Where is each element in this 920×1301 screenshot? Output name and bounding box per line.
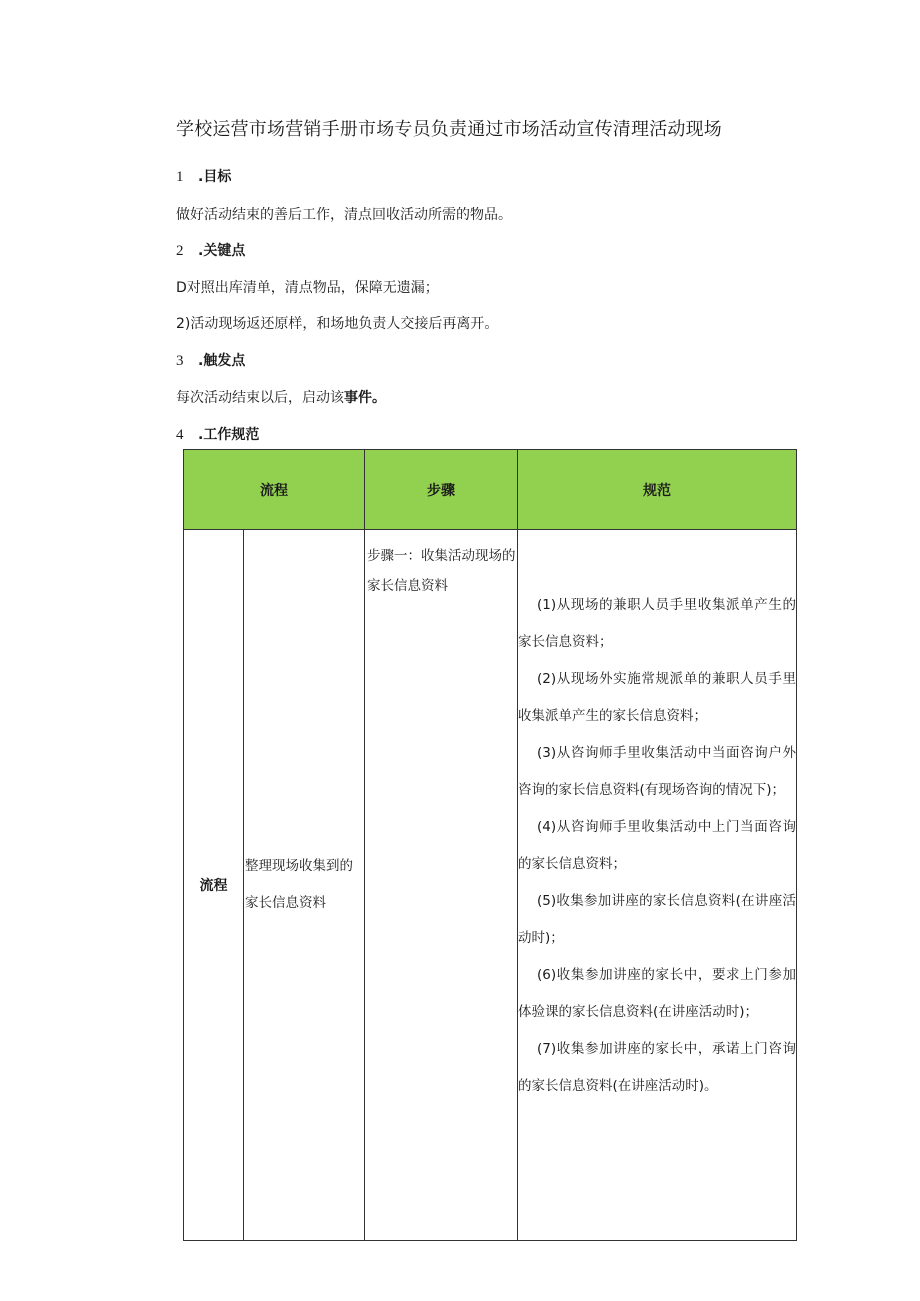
spec-item-6: (6)收集参加讲座的家长中，要求上门参加体验课的家长信息资料(在讲座活动时)； bbox=[518, 967, 796, 1020]
spec-item-7: (7)收集参加讲座的家长中，承诺上门咨询的家长信息资料(在讲座活动时)。 bbox=[518, 1041, 796, 1094]
spec-item-5: (5)收集参加讲座的家长信息资料(在讲座活动时)； bbox=[518, 893, 796, 946]
spec-item-3: (3)从咨询师手里收集活动中当面咨询户外咨询的家长信息资料(有现场咨询的情况下)； bbox=[518, 745, 796, 798]
section-number: 2 bbox=[176, 243, 184, 259]
spec-item-2: (2)从现场外实施常规派单的兼职人员手里收集派单产生的家长信息资料； bbox=[518, 671, 796, 724]
spec-item-1: (1)从现场的兼职人员手里收集派单产生的家长信息资料； bbox=[518, 597, 796, 650]
header-step: 步骤 bbox=[365, 450, 518, 530]
section-label: .目标 bbox=[198, 169, 232, 185]
spec-item-4: (4)从咨询师手里收集活动中上门当面咨询的家长信息资料； bbox=[518, 819, 796, 872]
table-header-row bbox=[184, 450, 797, 530]
table-row bbox=[184, 530, 797, 1241]
trigger-text-bold: 事件。 bbox=[344, 390, 386, 406]
trigger-text bbox=[176, 387, 386, 407]
document-title: 学校运营市场营销手册市场专员负责通过市场活动宣传清理活动现场 bbox=[176, 119, 722, 140]
section-label: .工作规范 bbox=[198, 427, 260, 443]
key-point-1: D对照出库清单，清点物品，保障无遗漏； bbox=[176, 280, 439, 296]
flow-desc-cell: 整理现场收集到的家长信息资料 bbox=[244, 530, 365, 1241]
section-heading-trigger bbox=[176, 350, 245, 370]
trigger-text-plain: 每次活动结束以后，启动该 bbox=[176, 390, 344, 406]
flow-label-cell: 流程 bbox=[184, 530, 244, 1241]
section-heading-goal bbox=[176, 166, 231, 186]
section-label: .关键点 bbox=[198, 243, 246, 259]
step-cell: 步骤一：收集活动现场的家长信息资料 bbox=[365, 530, 518, 1241]
section-number: 3 bbox=[176, 353, 184, 369]
spec-cell bbox=[518, 530, 797, 1241]
header-spec: 规范 bbox=[518, 450, 797, 530]
section-heading-work-spec bbox=[176, 424, 259, 444]
goal-text: 做好活动结束的善后工作，清点回收活动所需的物品。 bbox=[176, 207, 512, 223]
section-number: 4 bbox=[176, 427, 184, 443]
section-label: .触发点 bbox=[198, 353, 246, 369]
key-point-2: 2)活动现场返还原样，和场地负责人交接后再离开。 bbox=[176, 316, 499, 332]
header-flow: 流程 bbox=[184, 450, 365, 530]
section-number: 1 bbox=[176, 169, 184, 185]
work-spec-table bbox=[183, 449, 797, 1241]
section-heading-key-points bbox=[176, 240, 245, 260]
